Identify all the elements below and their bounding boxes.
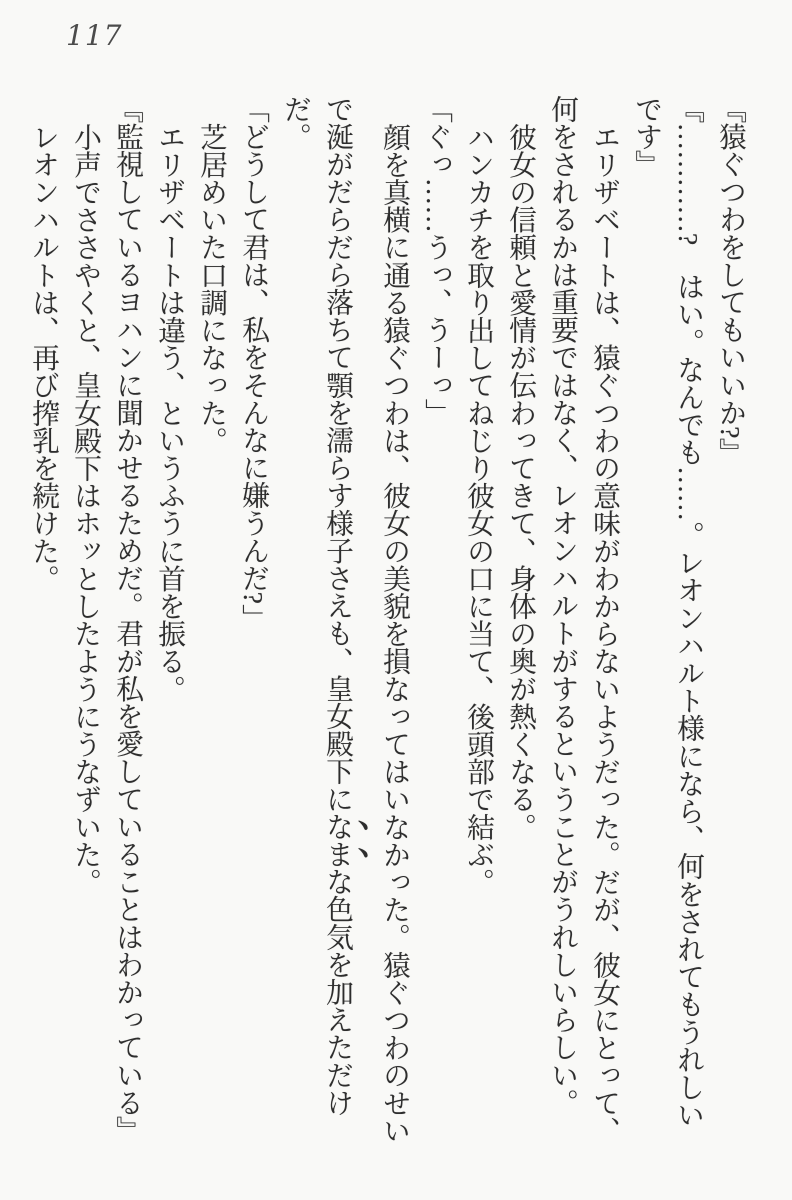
page-number: 117 xyxy=(66,19,123,52)
gag-appearance-text-pre: 顔を真横に通る猿ぐつわは、彼女の美貌を損なってはいなかった。猿ぐつわのせいで涎がだらだら落ちて顎を濡らす様子さえも、皇女殿下に xyxy=(322,95,410,1144)
paragraph-narrative-milking-resumes: レオンハルトは、再び搾乳を続けた。 xyxy=(28,122,59,592)
paragraph-dialogue-for-johann: 『監視しているヨハンに聞かせるためだ。君が私を愛していることはわかっている』 xyxy=(112,95,143,1144)
paragraph-narrative-whisper-nod: 小声でささやくと、皇女殿下はホッとしたようにうなずいた。 xyxy=(70,122,101,896)
paragraph-narrative-elisabeth-reaction: エリザベートは、猿ぐつわの意味がわからないようだった。だが、彼女にとって、何をされるかは重要ではなく、レオンハルトがするということがうれしいらしい。 xyxy=(547,95,620,1144)
gag-appearance-text-post: な色気を加えただけだ。 xyxy=(280,95,353,1117)
paragraph-narrative-gag-appearance xyxy=(274,95,415,1144)
paragraph-dialogue-muffled-sounds: 「ぐっ……うっ、うーっ」 xyxy=(421,95,452,427)
emphasized-text-nama: なま xyxy=(322,812,353,868)
paragraph-dialogue-why-hate-me: 「どうして君は、私をそんなに嫌うんだ?」 xyxy=(238,95,269,632)
paragraph-narrative-trust-affection: 彼女の信頼と愛情が伝わってきて、身体の奥が熱くなる。 xyxy=(505,122,536,841)
paragraph-narrative-head-shake: エリザベートは違う、というふうに首を振る。 xyxy=(154,122,185,703)
paragraph-dialogue-elisabeth-reply: 『…………? はい。なんでも……。レオンハルト様になら、何をされてもうれしいです』 xyxy=(631,95,704,1129)
novel-text-block xyxy=(22,95,751,1144)
paragraph-dialogue-gag-question: 『猿ぐつわをしてもいいか?』 xyxy=(715,95,746,467)
paragraph-narrative-theatrical-tone: 芝居めいた口調になった。 xyxy=(196,122,227,454)
paragraph-narrative-handkerchief: ハンカチを取り出してねじり彼女の口に当て、後頭部で結ぶ。 xyxy=(463,122,494,896)
